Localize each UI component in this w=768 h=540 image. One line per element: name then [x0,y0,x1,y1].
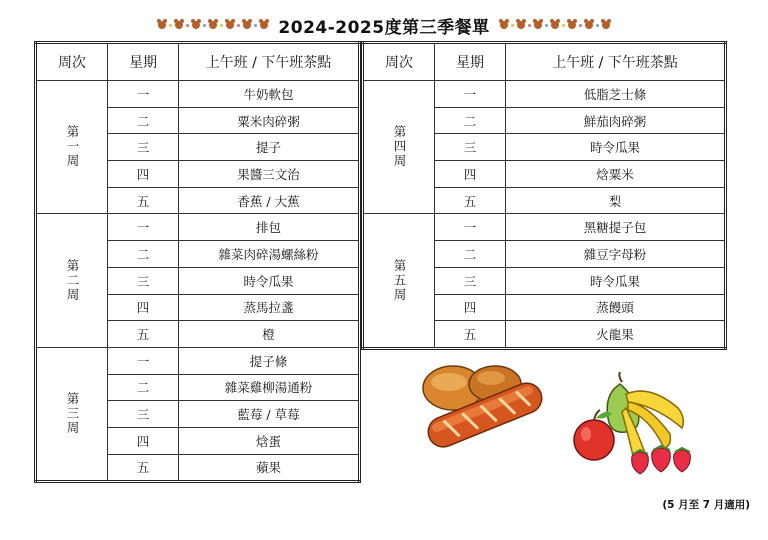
snack-item: 提子 [179,134,360,161]
day-cell: 四 [435,294,506,321]
snack-item: 蒸馬拉盞 [179,294,360,321]
dot-icon [237,24,240,27]
table-row [36,81,360,108]
day-cell: 三 [108,267,179,294]
validity-note: (5 月至 7 月適用) [662,499,750,511]
title-row [0,12,768,38]
menu-table-right [361,41,727,350]
decoration-left [158,21,268,29]
day-cell: 二 [108,241,179,268]
header-snack: 上午班 / 下午班茶點 [506,43,726,81]
bear-icon [585,21,593,29]
snack-item: 梨 [506,187,726,214]
dot-icon [528,24,531,27]
bear-icon [534,21,542,29]
snack-item: 雜菜雞柳湯通粉 [179,374,360,401]
bear-icon [500,21,508,29]
snack-item: 排包 [179,214,360,241]
table-row [363,81,726,108]
page-title: 2024-2025度第三季餐單 [278,17,490,38]
fruit-illustration [570,372,710,482]
day-cell: 三 [435,267,506,294]
bear-icon [209,21,217,29]
day-cell: 二 [108,107,179,134]
menu-table-left [34,41,361,483]
snack-item: 時令瓜果 [506,134,726,161]
dot-icon [254,24,257,27]
snack-item: 火龍果 [506,321,726,349]
snack-item: 藍莓 / 草莓 [179,401,360,428]
day-cell: 二 [435,241,506,268]
bear-icon [517,21,525,29]
header-snack: 上午班 / 下午班茶點 [179,43,360,81]
dot-icon [203,24,206,27]
snack-item: 時令瓜果 [506,267,726,294]
day-cell: 四 [108,294,179,321]
day-cell: 五 [435,187,506,214]
dot-icon [596,24,599,27]
day-cell: 一 [108,214,179,241]
table-row [36,347,360,374]
table-row [36,214,360,241]
day-cell: 五 [108,321,179,348]
snack-item: 果醬三文治 [179,161,360,188]
snack-item: 低脂芝士條 [506,81,726,108]
dot-icon [169,24,172,27]
day-cell: 三 [108,401,179,428]
day-cell: 五 [108,454,179,482]
snack-item: 時令瓜果 [179,267,360,294]
day-cell: 四 [108,161,179,188]
day-cell: 三 [435,134,506,161]
bear-icon [226,21,234,29]
header-row [363,43,726,81]
day-cell: 一 [108,347,179,374]
day-cell: 二 [108,374,179,401]
bear-icon [243,21,251,29]
snack-item: 橙 [179,321,360,348]
day-cell: 三 [108,134,179,161]
snack-item: 牛奶軟包 [179,81,360,108]
dot-icon [545,24,548,27]
dot-icon [562,24,565,27]
snack-item: 雜豆字母粉 [506,241,726,268]
dot-icon [220,24,223,27]
day-cell: 一 [435,81,506,108]
bear-icon [551,21,559,29]
bear-icon [175,21,183,29]
snack-item: 鮮茄肉碎粥 [506,107,726,134]
bear-icon [260,21,268,29]
table-row [363,214,726,241]
snack-item: 粟米肉碎粥 [179,107,360,134]
header-day: 星期 [435,43,506,81]
snack-item: 蒸饅頭 [506,294,726,321]
bear-icon [158,21,166,29]
bear-icon [602,21,610,29]
snack-item: 香蕉 / 大蕉 [179,187,360,214]
week-label: 第二周 [36,214,108,347]
dot-icon [186,24,189,27]
decoration-right [500,21,610,29]
day-cell: 四 [108,427,179,454]
day-cell: 五 [435,321,506,349]
snack-item: 焓粟米 [506,161,726,188]
snack-item: 焓蛋 [179,427,360,454]
header-week: 周次 [363,43,435,81]
snack-item: 雜菜肉碎湯螺絲粉 [179,241,360,268]
dot-icon [579,24,582,27]
header-week: 周次 [36,43,108,81]
week-label: 第五周 [363,214,435,348]
week-label: 第一周 [36,81,108,214]
snack-item: 提子條 [179,347,360,374]
day-cell: 五 [108,187,179,214]
dot-icon [511,24,514,27]
snack-item: 黑糖提子包 [506,214,726,241]
week-label: 第四周 [363,81,435,214]
day-cell: 一 [435,214,506,241]
header-day: 星期 [108,43,179,81]
snack-item: 蘋果 [179,454,360,482]
day-cell: 二 [435,107,506,134]
day-cell: 四 [435,161,506,188]
header-row [36,43,360,81]
day-cell: 一 [108,81,179,108]
bear-icon [192,21,200,29]
bear-icon [568,21,576,29]
bread-illustration [415,360,555,450]
week-label: 第三周 [36,347,108,481]
